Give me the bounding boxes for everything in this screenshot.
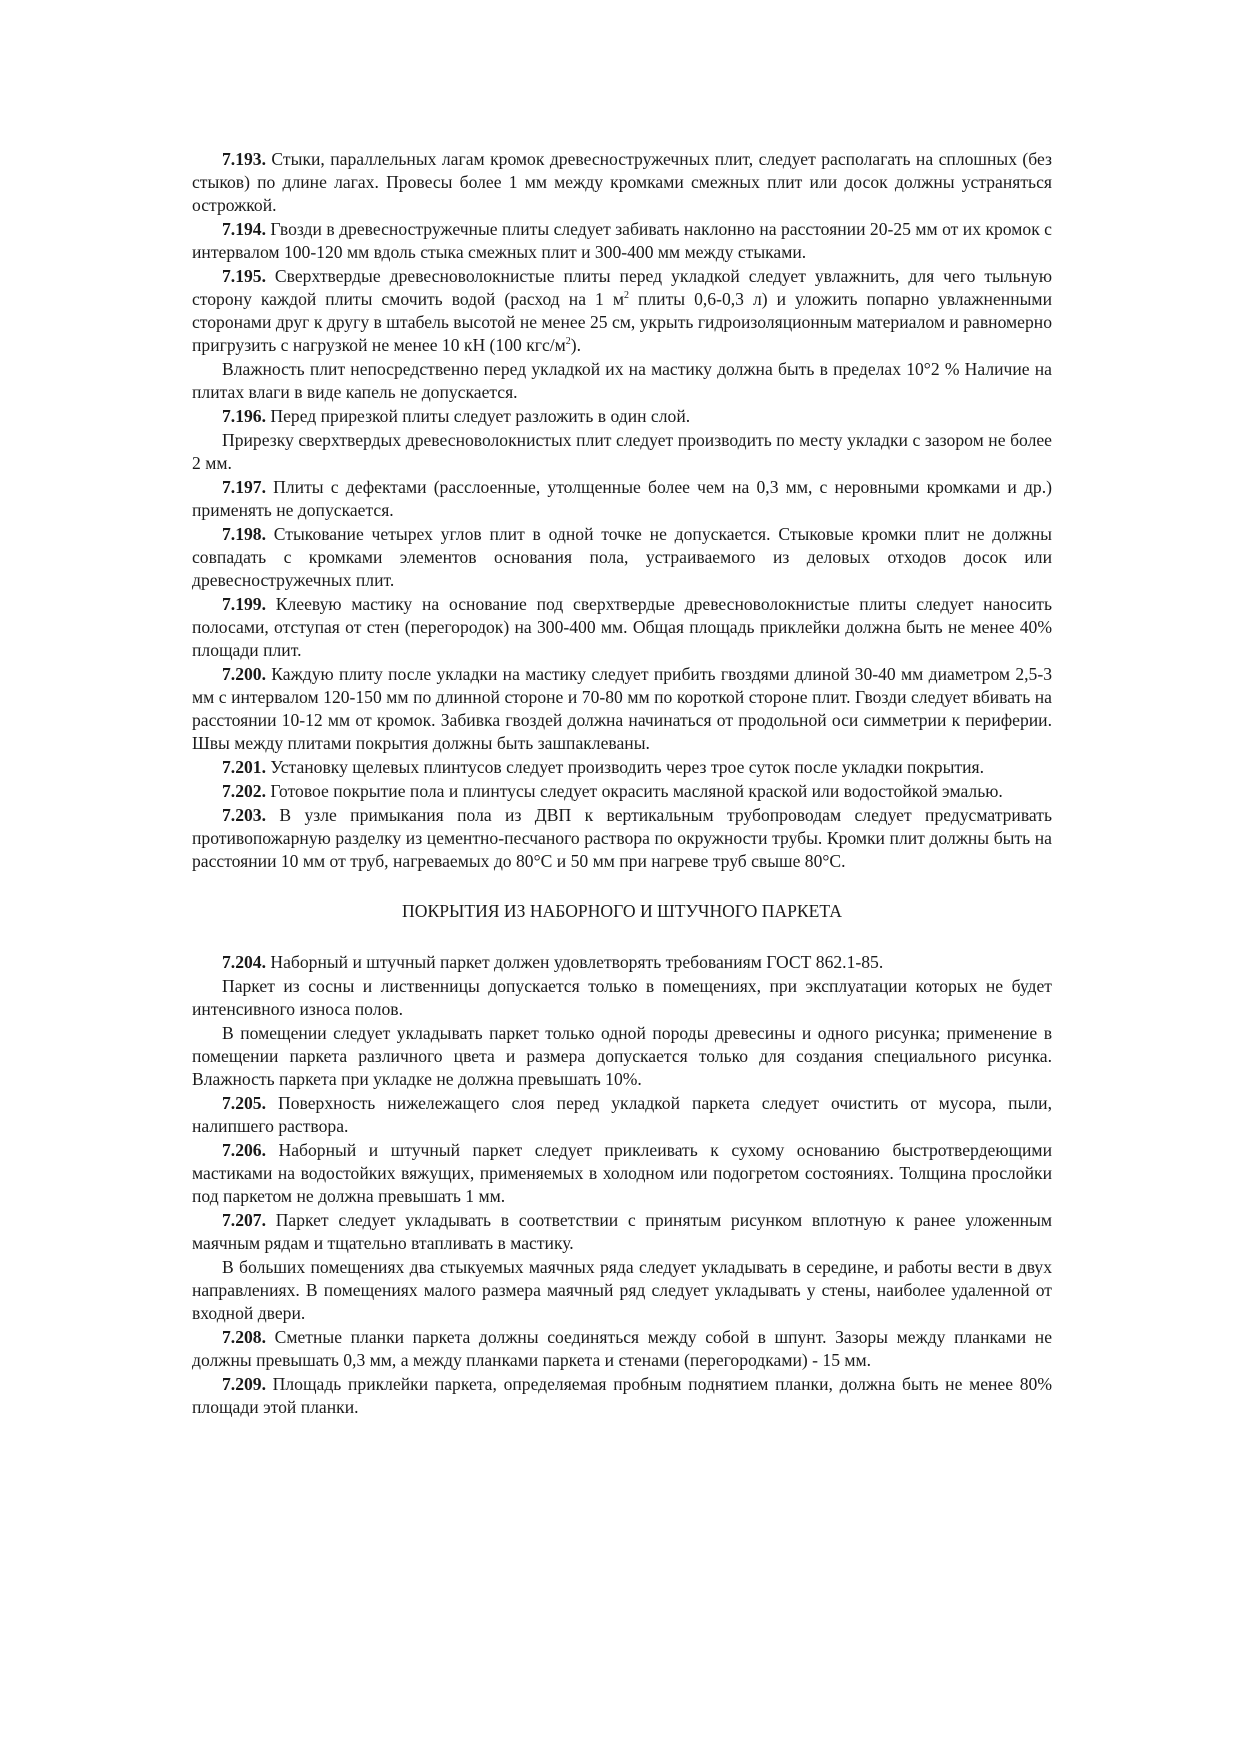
- paragraph-pine-larch: [192, 975, 1052, 1021]
- paragraph-7-198: [192, 523, 1052, 592]
- paragraph-text: Плиты с дефектами (расслоенные, утолщенные более чем на 0,3 мм, с неровными кромками и др.) применять не допускается.: [192, 477, 1052, 520]
- paragraph-7-197: [192, 476, 1052, 522]
- paragraph-text: Паркет из сосны и лиственницы допускается только в помещениях, при эксплуатации которых не будет интенсивного износа полов.: [192, 976, 1052, 1019]
- paragraph-text: Стыки, параллельных лагам кромок древесностружечных плит, следует располагать на сплошных (без стыков) по длине лагах. Провесы более 1 мм между кромками смежных плит или досок должны устраняться острожкой.: [192, 149, 1052, 215]
- paragraph-7-196: [192, 405, 1052, 428]
- paragraph-7-209: [192, 1373, 1052, 1419]
- clause-number: 7.197.: [222, 477, 266, 497]
- clause-number: 7.206.: [222, 1140, 266, 1160]
- paragraph-7-202: [192, 780, 1052, 803]
- paragraph-7-200: [192, 663, 1052, 755]
- paragraph-7-201: [192, 756, 1052, 779]
- paragraph-moisture: [192, 358, 1052, 404]
- superscript: 2: [623, 290, 629, 302]
- paragraph-large-rooms: [192, 1256, 1052, 1325]
- clause-number: 7.200.: [222, 664, 266, 684]
- clause-number: 7.201.: [222, 757, 266, 777]
- paragraph-one-species: [192, 1022, 1052, 1091]
- paragraph-text: Перед прирезкой плиты следует разложить в один слой.: [265, 406, 691, 426]
- paragraph-text: Каждую плиту после укладки на мастику следует прибить гвоздями длиной 30-40 мм диаметром 2,5-3 мм с интервалом 120-150 мм по длинной стороне и 70-80 мм по короткой стороне плит. Гвозди следует вбивать на расстоянии 10-12 мм от кромок. Забивка гвоздей должна начинаться от продольной оси симметрии к периферии. Швы между плитами покрытия должны быть зашпаклеваны.: [192, 664, 1052, 753]
- paragraph-text: Клеевую мастику на основание под сверхтвердые древесноволокнистые плиты следует наносить полосами, отступая от стен (перегородок) на 300-400 мм. Общая площадь приклейки должна быть не менее 40% площади плит.: [192, 594, 1052, 660]
- paragraph-text: ).: [570, 335, 582, 355]
- paragraph-7-205: [192, 1092, 1052, 1138]
- paragraph-text: Поверхность нижележащего слоя перед укладкой паркета следует очистить от мусора, пыли, налипшего раствора.: [192, 1093, 1052, 1136]
- paragraph-7-195: [192, 265, 1052, 357]
- section-heading: ПОКРЫТИЯ ИЗ НАБОРНОГО И ШТУЧНОГО ПАРКЕТА: [402, 901, 842, 921]
- paragraph-text: Гвозди в древесностружечные плиты следует забивать наклонно на расстоянии 20-25 мм от их кромок с интервалом 100-120 мм вдоль стыка смежных плит и 300-400 мм между стыками.: [192, 219, 1052, 262]
- paragraph-text: В узле примыкания пола из ДВП к вертикальным трубопроводам следует предусматривать противопожарную разделку из цементно-песчаного раствора по окружности трубы. Кромки плит должны быть на расстоянии 10 мм от труб, нагреваемых до 80°С и 50 мм при нагреве труб свыше 80°С.: [192, 805, 1052, 871]
- clause-number: 7.204.: [222, 952, 266, 972]
- paragraph-7-207: [192, 1209, 1052, 1255]
- clause-number: 7.196.: [222, 406, 266, 426]
- clause-number: 7.208.: [222, 1327, 266, 1347]
- paragraph-7-203: [192, 804, 1052, 873]
- clause-number: 7.195.: [222, 266, 266, 286]
- paragraph-text: Площадь приклейки паркета, определяемая пробным поднятием планки, должна быть не менее 80% площади этой планки.: [192, 1374, 1052, 1417]
- paragraph-7-193: [192, 148, 1052, 217]
- paragraph-text: В помещении следует укладывать паркет только одной породы древесины и одного рисунка; применение в помещении паркета различного цвета и размера допускается только для создания специального рисунка. Влажность паркета при укладке не должна превышать 10%.: [192, 1023, 1052, 1089]
- paragraph-text: Влажность плит непосредственно перед укладкой их на мастику должна быть в пределах 10°2 % Наличие на плитах влаги в виде капель не допускается.: [192, 359, 1052, 402]
- paragraph-7-194: [192, 218, 1052, 264]
- clause-number: 7.198.: [222, 524, 266, 544]
- paragraph-text: Сверхтвердые древесноволокнистые плиты перед укладкой следует увлажнить, для чего тыльную сторону каждой плиты смочить водой (расход на 1 м: [192, 266, 1052, 309]
- clause-number: 7.194.: [222, 219, 266, 239]
- paragraph-text: Паркет следует укладывать в соответствии с принятым рисунком вплотную к ранее уложенным маячным рядам и тщательно втапливать в мастику.: [192, 1210, 1052, 1253]
- paragraph-7-206: [192, 1139, 1052, 1208]
- document-page: [192, 148, 1052, 1419]
- paragraph-text: В больших помещениях два стыкуемых маячных ряда следует укладывать в середине, и работы вести в двух направлениях. В помещениях малого размера маячный ряд следует укладывать у стены, наиболее удаленной от входной двери.: [192, 1257, 1052, 1323]
- clause-number: 7.193.: [222, 149, 266, 169]
- superscript: 2: [565, 336, 571, 348]
- paragraph-7-208: [192, 1326, 1052, 1372]
- paragraph-text: Прирезку сверхтвердых древесноволокнистых плит следует производить по месту укладки с зазором не более 2 мм.: [192, 430, 1052, 473]
- paragraph-text: Сметные планки паркета должны соединяться между собой в шпунт. Зазоры между планками не должны превышать 0,3 мм, а между планками паркета и стенами (перегородками) - 15 мм.: [192, 1327, 1052, 1370]
- paragraph-7-204: [192, 951, 1052, 974]
- clause-number: 7.207.: [222, 1210, 266, 1230]
- paragraph-text: Готовое покрытие пола и плинтусы следует окрасить масляной краской или водостойкой эмалью.: [265, 781, 1003, 801]
- clause-number: 7.209.: [222, 1374, 266, 1394]
- paragraph-text: Наборный и штучный паркет должен удовлетворять требованиям ГОСТ 862.1-85.: [265, 952, 884, 972]
- paragraph-text: Стыкование четырех углов плит в одной точке не допускается. Стыковые кромки плит не должны совпадать с кромками элементов основания пола, устраиваемого из деловых отходов досок или древесностружечных плит.: [192, 524, 1052, 590]
- paragraph-trimming: [192, 429, 1052, 475]
- clause-number: 7.203.: [222, 805, 266, 825]
- paragraph-text: Наборный и штучный паркет следует приклеивать к сухому основанию быстротвердеющими мастиками на водостойких вяжущих, применяемых в холодном или подогретом состояниях. Толщина прослойки под паркетом не должна превышать 1 мм.: [192, 1140, 1052, 1206]
- clause-number: 7.202.: [222, 781, 266, 801]
- clause-number: 7.205.: [222, 1093, 266, 1113]
- paragraph-text: Установку щелевых плинтусов следует производить через трое суток после укладки покрытия.: [265, 757, 985, 777]
- paragraph-text: плиты 0,6-0,3 л) и уложить попарно увлажненными сторонами друг к другу в штабель высотой не менее 25 см, укрыть гидроизоляционным материалом и равномерно пригрузить с нагрузкой не менее 10 кН (100 кгс/м: [192, 289, 1052, 355]
- clause-number: 7.199.: [222, 594, 266, 614]
- paragraph-7-199: [192, 593, 1052, 662]
